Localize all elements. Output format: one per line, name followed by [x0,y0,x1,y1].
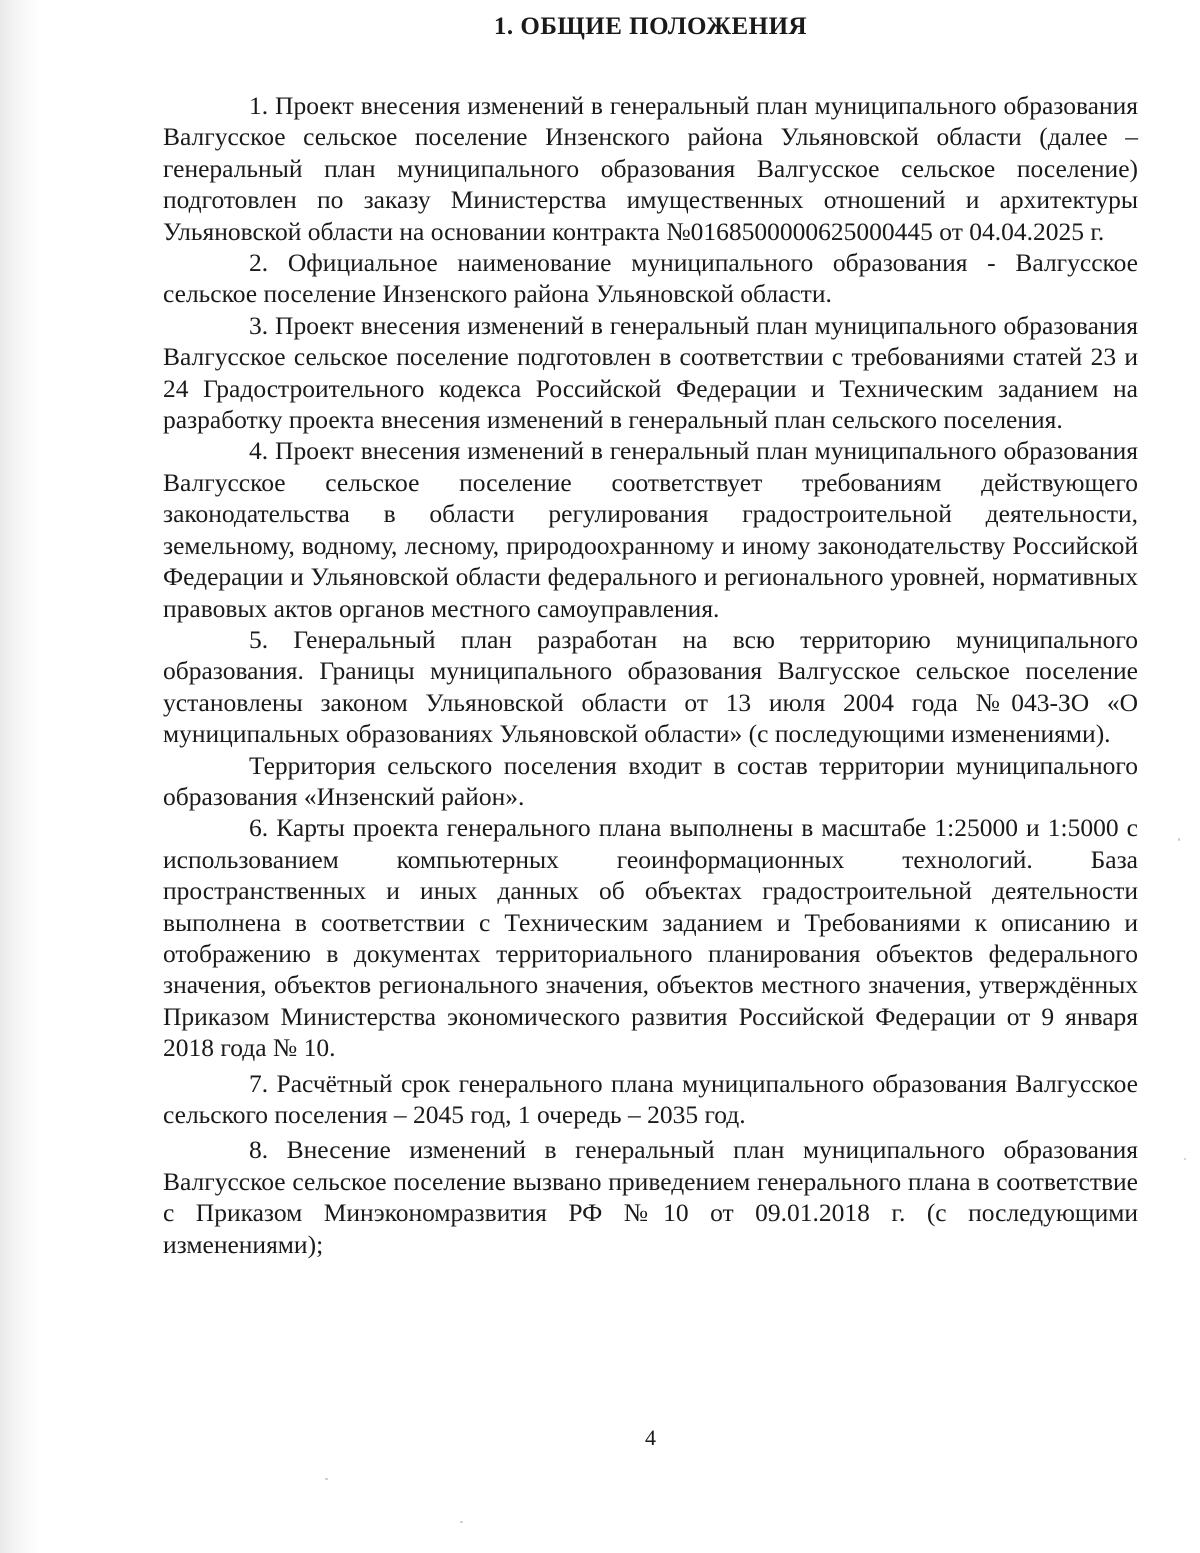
section-heading: 1. ОБЩИЕ ПОЛОЖЕНИЯ [493,13,808,40]
paragraph-4: 4. Проект внесения изменений в генеральный план муниципального образования Валгусское сельское поселение соответствует требованиям действующего законодательства в области регулирования градостроительной деятельности, земельному, водному, лесному, природоохранному и иному законодательству Российской Федерации и Ульяновской области федерального и регионального уровней, нормативных правовых актов органов местного самоуправления. [163,436,1138,623]
scan-speck [460,1521,463,1523]
paragraph-8: 8. Внесение изменений в генеральный план муниципального образования Валгусское сельское поселение вызвано приведением генерального плана в соответствие с Приказом Минэкономразвития РФ №10 от 09.01.2018 г. (с последующими изменениями); [163,1135,1138,1259]
paragraph-1: 1. Проект внесения изменений в генеральный план муниципального образования Валгусское сельское поселение Инзенского района Ульяновской области (далее – генеральный план муниципального образования Валгусское сельское поселение) подготовлен по заказу Министерства имущественных отношений и архитектуры Ульяновской области на основании контракта №0168500000625000445 от 04.04.2025 г. [163,91,1138,246]
scan-speck [325,1478,328,1480]
scan-speck [1178,838,1180,841]
paragraph-2: 2. Официальное наименование муниципального образования - Валгусское сельское поселение Инзенского района Ульяновской области. [163,248,1138,309]
paragraph-5: 5. Генеральный план разработан на всю территорию муниципального образования. Границы муниципального образования Валгусское сельское поселение установлены законом Ульяновской области от 13 июля 2004 года №043-ЗО «О муниципальных образованиях Ульяновской области» (с последующими изменениями). [163,624,1138,749]
paragraph-6: 6. Карты проекта генерального плана выполнены в масштабе 1:25000 и 1:5000 с использованием компьютерных геоинформационных технологий. База пространственных и иных данных об объектах градостроительной деятельности выполнена в соответствии с Техническим заданием и Требованиями к описанию и отображению в документах территориального планирования объектов федерального значения, объектов регионального значения, объектов местного значения, утверждённых Приказом Министерства экономического развития Российской Федерации от 9 января 2018 года № 10. [163,813,1138,1063]
scan-speck [1184,1158,1186,1160]
paragraph-7: 7. Расчётный срок генерального плана муниципального образования Валгусское сельского поселения – 2045 год, 1 очередь – 2035 год. [163,1068,1138,1129]
page-number: 4 [645,1425,656,1450]
paragraph-3: 3. Проект внесения изменений в генеральный план муниципального образования Валгусское сельское поселение подготовлен в соответствии с требованиями статей 23 и 24 Градостроительного кодекса Российской Федерации и Техническим заданием на разработку проекта внесения изменений в генеральный план сельского поселения. [163,310,1138,435]
document-body [163,90,1138,1260]
paragraph-5-continued: Территория сельского поселения входит в состав территории муниципального образования «Инзенский район». [163,750,1138,811]
scan-shadow-edge [0,0,40,1553]
